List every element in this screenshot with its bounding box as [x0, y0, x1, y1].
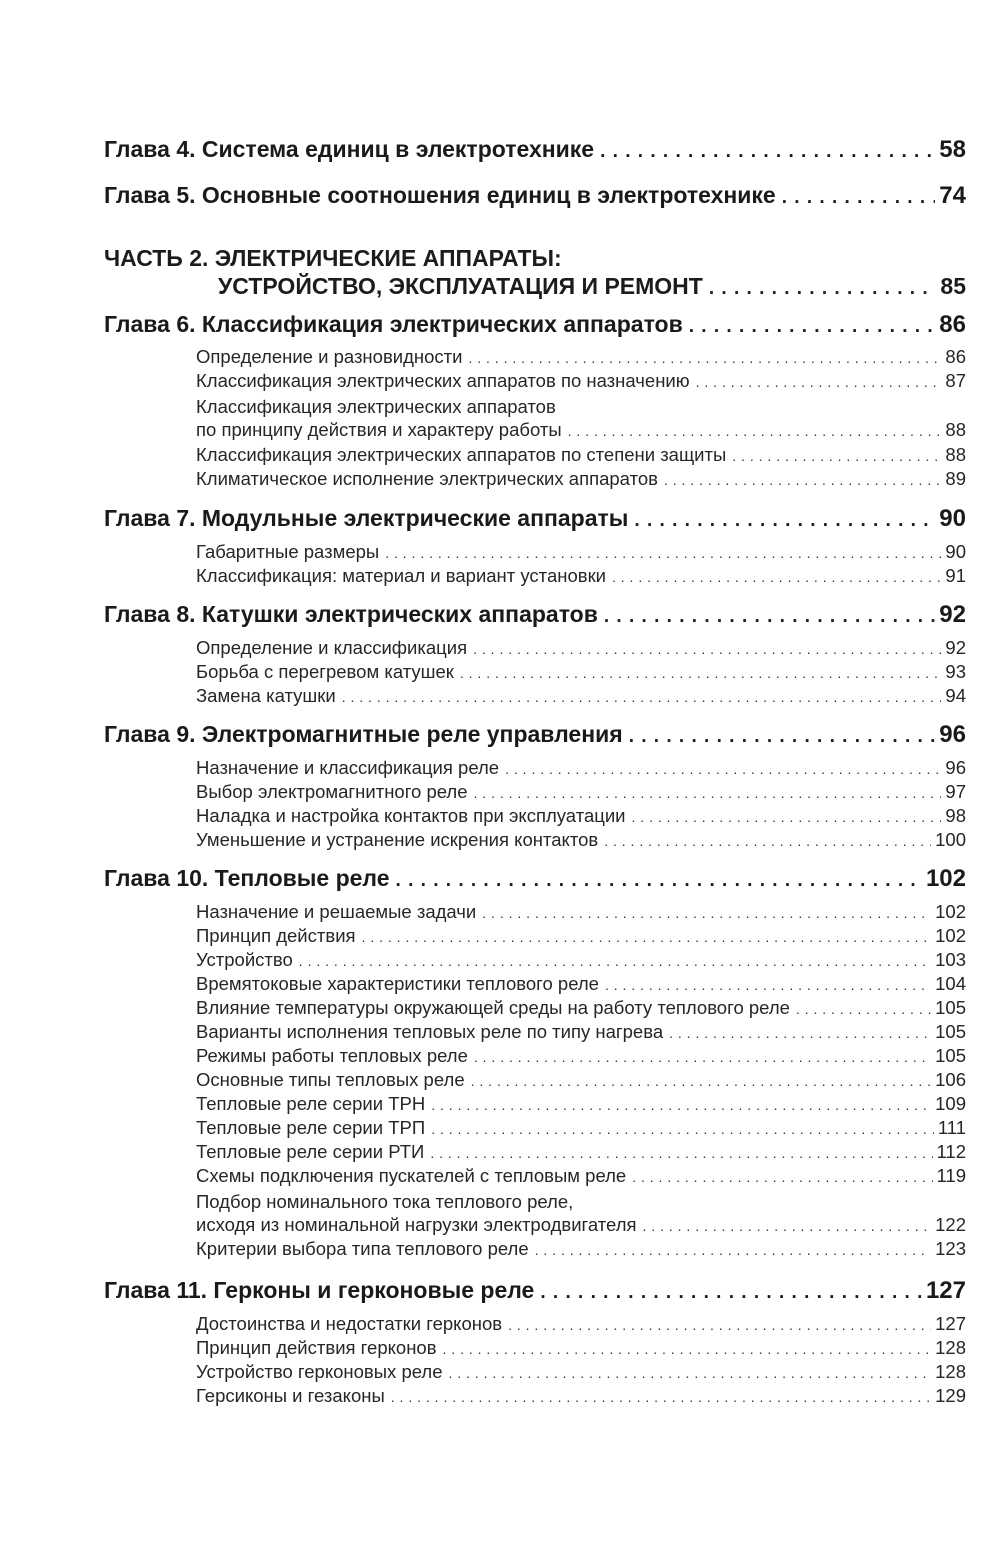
toc-entry[interactable] — [196, 829, 966, 851]
chapter-page-number: 90 — [939, 505, 966, 532]
entry-title: Тепловые реле серии ТРП — [196, 1117, 426, 1138]
entry-page-number: 127 — [935, 1313, 966, 1334]
entry-title: Критерии выбора типа теплового реле — [196, 1238, 529, 1259]
dot-leader — [468, 350, 941, 366]
dot-leader — [362, 929, 932, 945]
dot-leader — [600, 141, 935, 163]
chapter-title: Глава 4. Система единиц в электротехнике — [104, 136, 595, 162]
entry-page-number: 87 — [945, 370, 966, 391]
entry-title: Основные типы тепловых реле — [196, 1069, 465, 1090]
toc-chapter-5[interactable] — [104, 182, 966, 210]
dot-leader — [471, 1073, 932, 1089]
entry-title: Тепловые реле серии РТИ — [196, 1141, 425, 1162]
entry-page-number: 94 — [945, 685, 966, 706]
entry-page-number: 92 — [945, 637, 966, 658]
entry-title: Габаритные размеры — [196, 541, 380, 562]
part-page-number: 85 — [940, 273, 966, 299]
dot-leader — [430, 1145, 932, 1161]
toc-entry[interactable] — [196, 1045, 966, 1067]
entry-title: Наладка и настройка контактов при эксплуатации — [196, 805, 626, 826]
entry-title-line1: Подбор номинального тока теплового реле, — [196, 1191, 574, 1212]
entry-title: исходя из номинальной нагрузки электродвигателя — [196, 1214, 637, 1235]
toc-chapter-7[interactable] — [104, 505, 966, 533]
entry-page-number: 105 — [935, 1021, 966, 1042]
dot-leader — [709, 278, 937, 300]
toc-entry[interactable] — [196, 805, 966, 827]
entry-title: Принцип действия — [196, 925, 356, 946]
toc-entry[interactable] — [196, 661, 966, 683]
entry-title: Климатическое исполнение электрических аппаратов — [196, 468, 658, 489]
entry-page-number: 98 — [945, 805, 966, 826]
toc-entry[interactable] — [196, 781, 966, 803]
entry-page-number: 128 — [935, 1361, 966, 1382]
entry-page-number: 89 — [945, 468, 966, 489]
entry-title-line1: Классификация электрических аппаратов — [196, 396, 556, 417]
dot-leader — [643, 1218, 932, 1234]
dot-leader — [612, 569, 941, 585]
dot-leader — [391, 1389, 931, 1405]
entry-page-number: 91 — [945, 565, 966, 586]
dot-leader — [604, 606, 935, 628]
toc-chapter-4[interactable] — [104, 136, 966, 164]
entry-page-number: 104 — [935, 973, 966, 994]
entry-page-number: 111 — [937, 1117, 966, 1138]
chapter-page-number: 58 — [939, 136, 966, 163]
toc-part-2[interactable] — [218, 273, 966, 300]
entry-title: Назначение и классификация реле — [196, 757, 500, 778]
dot-leader — [632, 1169, 932, 1185]
toc-entry[interactable] — [196, 1214, 966, 1236]
dot-leader — [696, 374, 942, 390]
toc-chapter-10[interactable] — [104, 865, 966, 893]
toc-entry[interactable] — [196, 997, 966, 1019]
toc-entry[interactable] — [196, 370, 966, 392]
toc-entry[interactable] — [196, 1238, 966, 1260]
dot-leader — [796, 1001, 931, 1017]
dot-leader — [732, 448, 941, 464]
entry-page-number: 102 — [935, 901, 966, 922]
dot-leader — [396, 870, 922, 892]
dot-leader — [431, 1121, 934, 1137]
dot-leader — [782, 187, 936, 209]
entry-title: Схемы подключения пускателей с тепловым реле — [196, 1165, 627, 1186]
entry-title: Герсиконы и гезаконы — [196, 1385, 385, 1406]
entry-page-number: 112 — [936, 1141, 966, 1162]
part-title-line2: УСТРОЙСТВО, ЭКСПЛУАТАЦИЯ И РЕМОНТ — [218, 273, 703, 299]
entry-page-number: 119 — [936, 1165, 966, 1186]
dot-leader — [605, 977, 931, 993]
entry-title: по принципу действия и характеру работы — [196, 419, 562, 440]
entry-page-number: 102 — [935, 925, 966, 946]
entry-page-number: 122 — [935, 1214, 966, 1235]
dot-leader — [669, 1025, 931, 1041]
entry-title: Принцип действия герконов — [196, 1337, 437, 1358]
entry-page-number: 123 — [935, 1238, 966, 1259]
chapter-page-number: 96 — [939, 721, 966, 748]
entry-title: Назначение и решаемые задачи — [196, 901, 477, 922]
entry-title: Определение и классификация — [196, 637, 468, 658]
entry-title: Режимы работы тепловых реле — [196, 1045, 468, 1066]
dot-leader — [632, 809, 942, 825]
entry-page-number: 88 — [945, 444, 966, 465]
dot-leader — [664, 472, 941, 488]
chapter-title: Глава 9. Электромагнитные реле управления — [104, 721, 623, 747]
dot-leader — [474, 1049, 931, 1065]
toc-entry[interactable] — [196, 925, 966, 947]
toc-chapter-8[interactable] — [104, 601, 966, 629]
chapter-page-number: 102 — [925, 865, 966, 892]
dot-leader — [634, 510, 935, 532]
entry-page-number: 90 — [945, 541, 966, 562]
toc-entry[interactable] — [196, 1361, 966, 1383]
entry-page-number: 128 — [935, 1337, 966, 1358]
entry-title: Времятоковые характеристики теплового реле — [196, 973, 599, 994]
chapter-title: Глава 6. Классификация электрических аппаратов — [104, 311, 683, 337]
dot-leader — [689, 316, 936, 338]
dot-leader — [604, 833, 931, 849]
toc-entry[interactable] — [196, 685, 966, 707]
toc-entry[interactable] — [196, 541, 966, 563]
entry-title: Влияние температуры окружающей среды на работу теплового реле — [196, 997, 790, 1018]
toc-entry[interactable] — [196, 949, 966, 971]
toc-chapter-9[interactable] — [104, 721, 966, 749]
toc-entry[interactable] — [196, 1093, 966, 1115]
dot-leader — [473, 641, 941, 657]
dot-leader — [535, 1242, 932, 1258]
dot-leader — [505, 761, 941, 777]
entry-page-number: 100 — [935, 829, 966, 850]
entry-title: Классификация электрических аппаратов по назначению — [196, 370, 690, 391]
entry-title: Классификация: материал и вариант установки — [196, 565, 606, 586]
dot-leader — [443, 1341, 932, 1357]
dot-leader — [431, 1097, 931, 1113]
dot-leader — [385, 545, 941, 561]
toc-entry[interactable] — [196, 468, 966, 490]
toc-entry[interactable] — [196, 346, 966, 368]
chapter-title: Глава 11. Герконы и герконовые реле — [104, 1277, 535, 1303]
toc-entry[interactable] — [196, 757, 966, 779]
entry-page-number: 103 — [935, 949, 966, 970]
dot-leader — [629, 726, 936, 748]
entry-title: Устройство герконовых реле — [196, 1361, 443, 1382]
chapter-title: Глава 5. Основные соотношения единиц в электротехнике — [104, 182, 776, 208]
toc-entry[interactable] — [196, 1385, 966, 1407]
chapter-page-number: 74 — [939, 182, 966, 209]
entry-title: Классификация электрических аппаратов по степени защиты — [196, 444, 727, 465]
entry-title: Достоинства и недостатки герконов — [196, 1313, 503, 1334]
toc-entry[interactable] — [196, 973, 966, 995]
toc-entry[interactable] — [196, 565, 966, 587]
toc-chapter-11[interactable] — [104, 1277, 966, 1305]
chapter-title: Глава 10. Тепловые реле — [104, 865, 390, 891]
entry-page-number: 106 — [935, 1069, 966, 1090]
toc-entry[interactable] — [196, 1021, 966, 1043]
toc-entry[interactable] — [196, 1117, 966, 1139]
toc-entry[interactable] — [196, 1141, 966, 1163]
entry-page-number: 105 — [935, 1045, 966, 1066]
dot-leader — [482, 905, 931, 921]
chapter-page-number: 92 — [939, 601, 966, 628]
dot-leader — [342, 689, 942, 705]
dot-leader — [568, 423, 942, 439]
entry-page-number: 86 — [945, 346, 966, 367]
chapter-title: Глава 7. Модульные электрические аппараты — [104, 505, 629, 531]
dot-leader — [508, 1317, 931, 1333]
chapter-title: Глава 8. Катушки электрических аппаратов — [104, 601, 598, 627]
entry-page-number: 97 — [945, 781, 966, 802]
dot-leader — [540, 1282, 922, 1304]
dot-leader — [474, 785, 942, 801]
toc-entry[interactable] — [196, 1337, 966, 1359]
toc-entry[interactable] — [196, 1069, 966, 1091]
entry-title: Варианты исполнения тепловых реле по типу нагрева — [196, 1021, 664, 1042]
entry-page-number: 88 — [945, 419, 966, 440]
entry-title: Определение и разновидности — [196, 346, 463, 367]
toc-entry[interactable] — [196, 444, 966, 466]
entry-title: Борьба с перегревом катушек — [196, 661, 454, 682]
chapter-page-number: 127 — [925, 1277, 966, 1304]
chapter-page-number: 86 — [939, 311, 966, 338]
dot-leader — [449, 1365, 932, 1381]
toc-entry[interactable] — [196, 419, 966, 441]
entry-title: Тепловые реле серии ТРН — [196, 1093, 426, 1114]
toc-entry[interactable] — [196, 901, 966, 923]
entry-page-number: 105 — [935, 997, 966, 1018]
entry-page-number: 129 — [935, 1385, 966, 1406]
toc-chapter-6[interactable] — [104, 311, 966, 339]
toc-entry[interactable] — [196, 637, 966, 659]
entry-title: Уменьшение и устранение искрения контактов — [196, 829, 599, 850]
dot-leader — [460, 665, 942, 681]
entry-title: Замена катушки — [196, 685, 336, 706]
entry-title: Выбор электромагнитного реле — [196, 781, 468, 802]
toc-entry[interactable] — [196, 1165, 966, 1187]
dot-leader — [299, 953, 931, 969]
entry-title: Устройство — [196, 949, 293, 970]
toc-entry[interactable] — [196, 1313, 966, 1335]
entry-page-number: 93 — [945, 661, 966, 682]
entry-page-number: 109 — [935, 1093, 966, 1114]
entry-page-number: 96 — [945, 757, 966, 778]
part-2-title-line1: ЧАСТЬ 2. ЭЛЕКТРИЧЕСКИЕ АППАРАТЫ: — [104, 245, 562, 271]
